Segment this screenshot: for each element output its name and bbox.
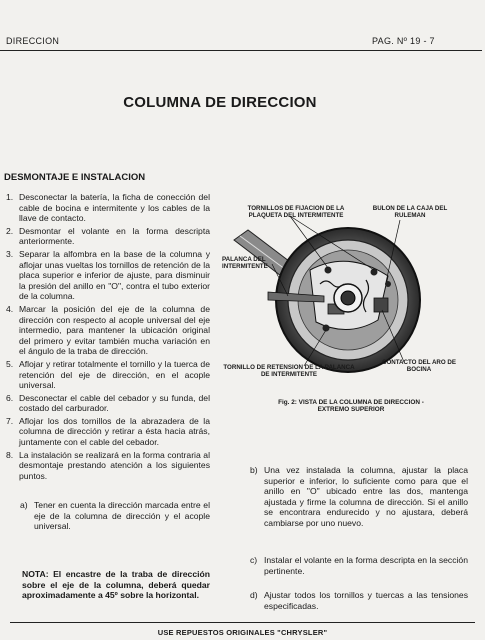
figure-label-screws: TORNILLOS DE FIJACION DE LA PLAQUETA DEL INTERMITENTE — [247, 205, 345, 219]
figure-label-retention-screw: TORNILLO DE RETENSION DE LA PALANCA DE INTERMITENTE — [223, 364, 355, 378]
figure-caption: Fig. 2: VISTA DE LA COLUMNA DE DIRECCION - EXTREMO SUPERIOR — [278, 399, 424, 414]
steering-column-figure — [222, 200, 472, 400]
step-item: 3. Separar la alfombra en la base de la columna y aflojar unas vueltas los tornillos de retención de la placa superior e inferior de ajuste, para disminuir la presión del anillo en "O", contra el tubo exterior de la columna. — [6, 248, 210, 302]
footer-rule — [10, 622, 475, 623]
step-item: 8. La instalación se realizará en la forma contraria al desmontaje prestando atención a los siguientes puntos. — [6, 449, 210, 481]
page-title: COLUMNA DE DIRECCION — [123, 94, 317, 111]
section-name: DIRECCION — [6, 36, 60, 46]
note-text: NOTA: El encastre de la traba de dirección sobre el eje de la columna, deberá quedar aproximadamente a 45º sobre la horizontal. — [22, 569, 210, 601]
step-item: 4. Marcar la posición del eje de la columna de dirección con respecto al acople universal del eje intermedio, para mantener la ubicación original del primero y evitar también mucha variación en el ángulo de la traba de dirección. — [6, 303, 210, 357]
step-item: 1. Desconectar la batería, la ficha de conección del cable de bocina e intermitente y los cables de la llave de contacto. — [6, 192, 210, 224]
footer-text: USE REPUESTOS ORIGINALES "CHRYSLER" — [157, 628, 328, 637]
section-subtitle: DESMONTAJE E INSTALACION — [4, 172, 146, 183]
figure-label-horn-contact: CONTACTO DEL ARO DE BOCINA — [381, 359, 457, 373]
steps-list — [6, 192, 210, 483]
step-item: 5. Aflojar y retirar totalmente el tornillo y la tuerca de retención del eje de dirección, en el acople universal. — [6, 358, 210, 391]
step-item: 2. Desmontar el volante en la forma descripta anteriormente. — [6, 225, 210, 247]
figure-label-bearing-bolt: BULON DE LA CAJA DEL RULEMAN — [372, 205, 448, 219]
step-item: 7. Aflojar los dos tornillos de la abrazadera de la columna de dirección y retirar a ésta hacia atrás, juntamente con el cable del cebador. — [6, 415, 210, 448]
sub-item-d: d) Ajustar todos los tornillos y tuercas a las tensiones especificadas. — [250, 590, 468, 611]
sub-item-c: c) Instalar el volante en la forma descripta en la sección pertinente. — [250, 555, 468, 576]
step-item: 6. Desconectar el cable del cebador y su funda, del costado del carburador. — [6, 392, 210, 414]
sub-item-b: b) Una vez instalada la columna, ajustar la placa superior e inferior, lo suficiente como para que el anillo en "O" ubicado entre las dos, mantenga ajustada y firme la columna de dirección. Si el anillo se encontrara endurecido y no ajustara, deberá cambiarse por uno nuevo. — [250, 465, 468, 528]
sub-item-a: a) Tener en cuenta la dirección marcada entre el eje de la columna de dirección y el acople universal. — [20, 500, 210, 532]
header-rule — [0, 50, 482, 51]
page-number: PAG. Nº 19 - 7 — [372, 36, 435, 46]
figure-label-lever: PALANCA DEL INTERMITENTE — [222, 256, 268, 270]
